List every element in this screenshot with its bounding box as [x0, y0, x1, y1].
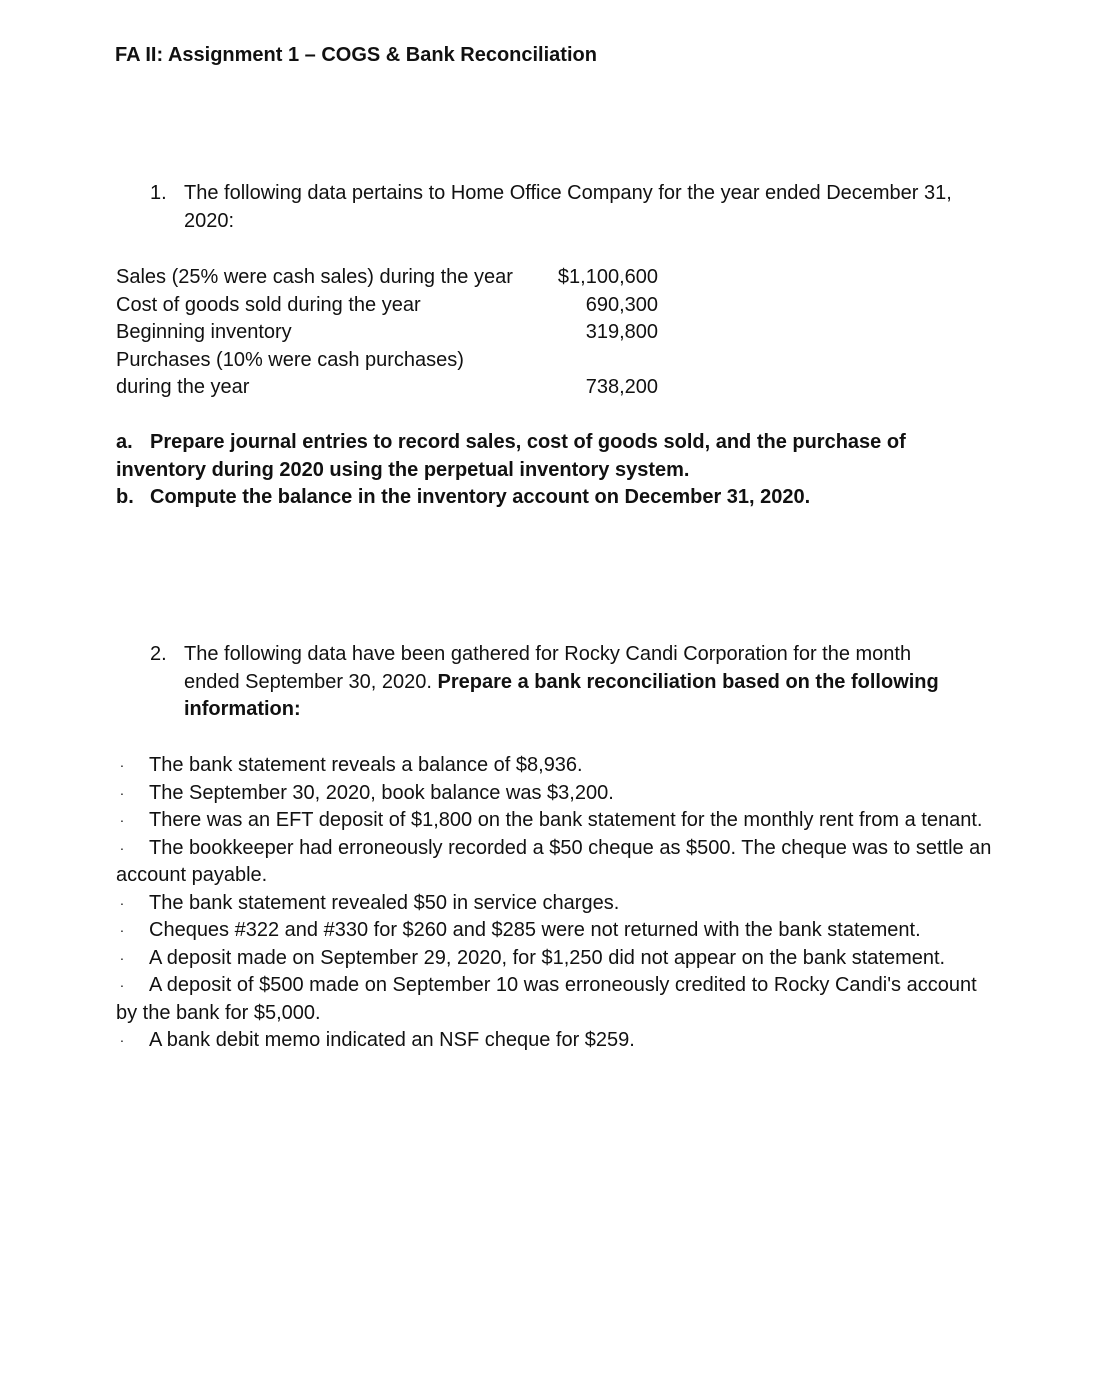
data-row: [116, 374, 676, 402]
question-2-number: 2.: [150, 643, 167, 665]
data-row-label: Purchases (10% were cash purchases): [116, 348, 464, 371]
list-item: [116, 780, 996, 808]
task-letter: b.: [116, 486, 134, 508]
task-a: [116, 429, 996, 484]
list-item: [116, 752, 996, 780]
data-row-label: Beginning inventory: [116, 321, 292, 343]
question-1-data-table: [116, 264, 676, 402]
bullet-icon: ·: [119, 1032, 125, 1048]
data-row-value: 738,200: [585, 376, 658, 398]
list-item-text: The bookkeeper had erroneously recorded a $50 cheque as $500. The cheque was to settle an account payable.: [116, 836, 992, 886]
task-letter: a.: [116, 431, 133, 453]
data-row-value: 690,300: [585, 293, 658, 316]
data-row: [116, 347, 676, 375]
question-1: [150, 180, 1000, 235]
list-item-text: A bank debit memo indicated an NSF cheque for $259.: [149, 1029, 635, 1051]
task-text: Compute the balance in the inventory account on December 31, 2020.: [150, 486, 811, 508]
bullet-icon: ·: [119, 784, 125, 801]
bullet-icon: ·: [119, 977, 125, 993]
data-row: [116, 292, 676, 320]
task-text: Prepare journal entries to record sales, cost of goods sold, and the purchase of inventory during 2020 using the perpetual inventory system.: [116, 431, 906, 481]
question-1-tasks: [116, 429, 996, 512]
question-2-text: [184, 641, 950, 724]
list-item-text: A deposit made on September 29, 2020, for $1,250 did not appear on the bank statement.: [149, 946, 946, 969]
list-item: [116, 945, 996, 973]
list-item: [116, 917, 996, 945]
data-row: [116, 264, 676, 292]
data-row-value: 319,800: [585, 321, 658, 343]
list-item: [116, 835, 996, 890]
bullet-icon: ·: [119, 922, 125, 938]
list-item-text: A deposit of $500 made on September 10 was erroneously credited to Rocky Candi's account by the bank for $5,000.: [116, 974, 977, 1024]
question-1-text: The following data pertains to Home Office Company for the year ended December 31, 2020:: [184, 182, 952, 232]
list-item: [116, 1027, 996, 1055]
list-item-text: The bank statement reveals a balance of $8,936.: [149, 754, 583, 776]
data-row-label: Cost of goods sold during the year: [116, 293, 421, 316]
list-item-text: The bank statement revealed $50 in service charges.: [149, 891, 620, 914]
bullet-icon: ·: [119, 949, 125, 966]
data-row-label: Sales (25% were cash sales) during the year: [116, 266, 513, 288]
list-item-text: There was an EFT deposit of $1,800 on the bank statement for the monthly rent from a tenant.: [149, 809, 983, 831]
list-item-text: The September 30, 2020, book balance was $3,200.: [149, 781, 614, 804]
bullet-icon: ·: [119, 812, 125, 828]
data-row-value: $1,100,600: [557, 266, 658, 288]
question-2-intro: The following data have been gathered for Rocky Candi Corporation for the month ended September 30, 2020.: [184, 643, 912, 693]
question-2-bullet-list: [116, 752, 996, 1055]
question-2: [150, 641, 950, 724]
bullet-icon: ·: [119, 757, 125, 773]
bullet-icon: ·: [119, 839, 125, 856]
data-row-label: during the year: [116, 376, 250, 398]
data-row: [116, 319, 676, 347]
question-1-number: 1.: [150, 182, 167, 204]
list-item: [116, 890, 996, 918]
task-b: [116, 484, 996, 512]
list-item-text: Cheques #322 and #330 for $260 and $285 were not returned with the bank statement.: [149, 919, 921, 941]
question-2-instruction: Prepare a bank reconciliation based on the following information:: [184, 670, 939, 720]
bullet-icon: ·: [119, 894, 125, 911]
list-item: [116, 807, 996, 835]
document-title: FA II: Assignment 1 – COGS & Bank Reconciliation: [115, 44, 597, 66]
list-item: [116, 972, 996, 1027]
